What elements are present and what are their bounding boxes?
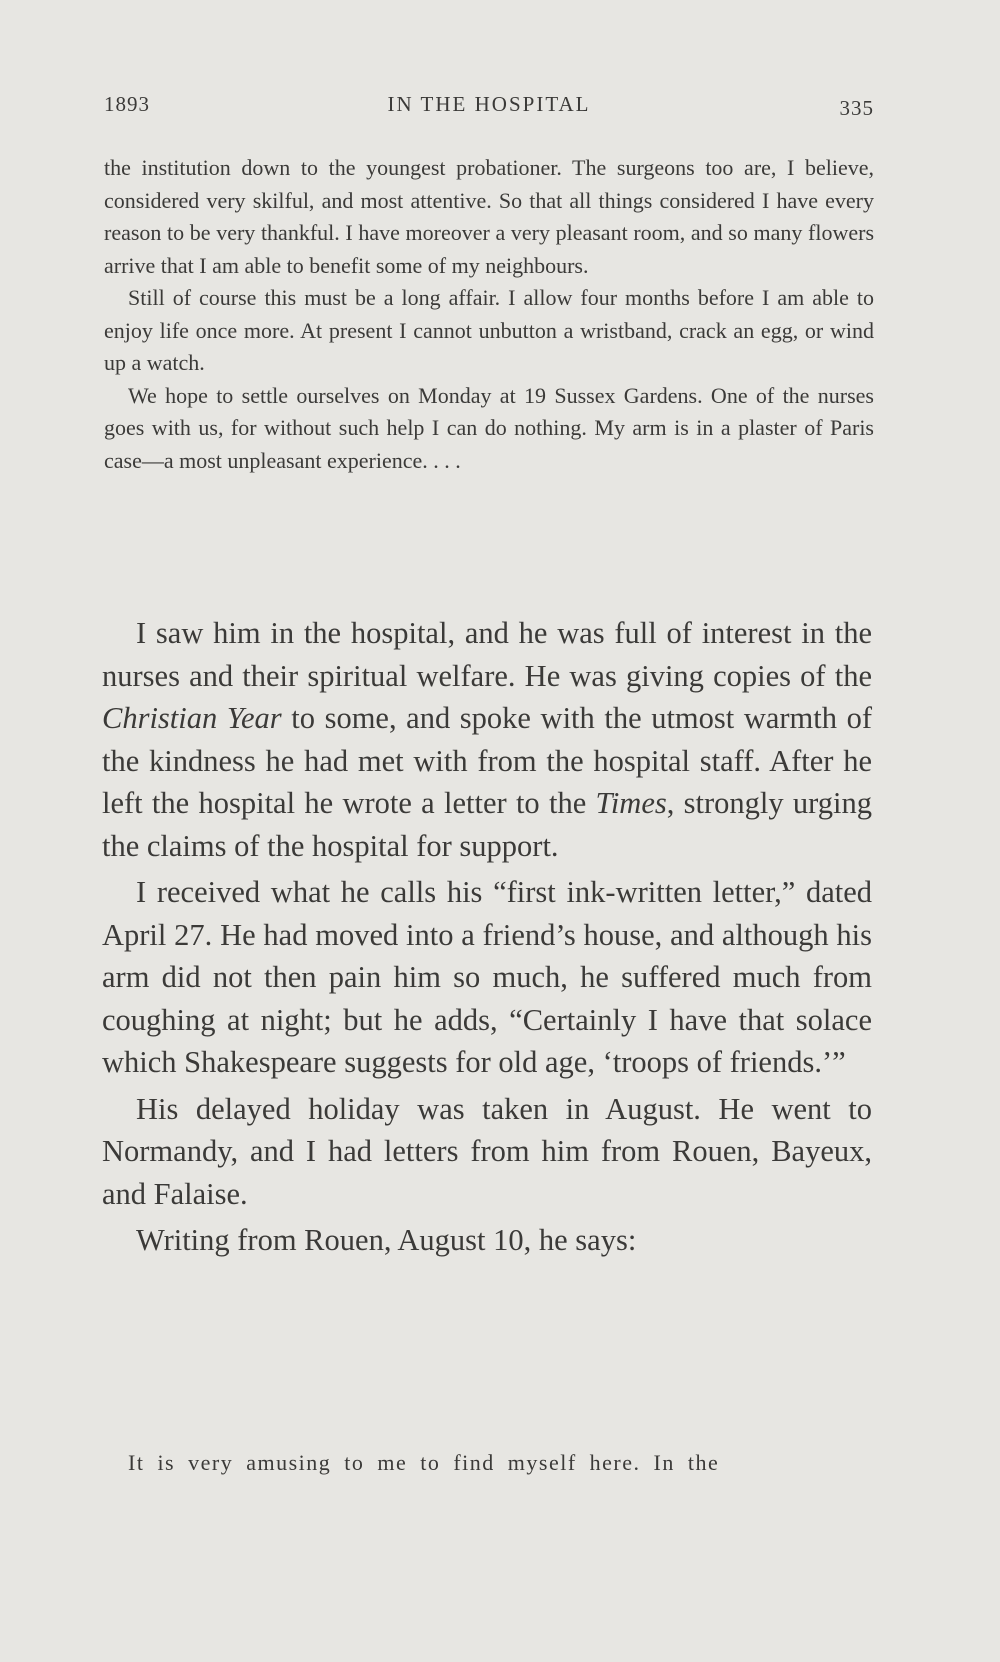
running-head xyxy=(104,92,874,122)
narrative-paragraph: I received what he calls his “first ink-written letter,” dated April 27. He had moved into a friend’s house, and although his arm did not then pain him so much, he suffered much from coughing at night; but he adds, “Certainly I have that solace which Shakespeare suggests for old age, ‘troops of friends.’” xyxy=(102,875,872,1079)
narrative-text xyxy=(102,612,872,1266)
book-title-christian-year: Christian Year xyxy=(102,701,282,735)
narrative-paragraph xyxy=(102,612,872,867)
narrative-text-run: , strongly urging the claims of the hospital for support. xyxy=(102,786,873,863)
narrative-paragraph: Writing from Rouen, August 10, he says: xyxy=(136,1223,637,1257)
letter-paragraph: Still of course this must be a long affair. I allow four months before I am able to enjoy life once more. At present I cannot unbutton a wristband, crack an egg, or wind up a watch. xyxy=(104,285,874,375)
narrative-text-run: I saw him in the hospital, and he was full of interest in the nurses and their spiritual welfare. He was giving copies of the xyxy=(102,616,872,693)
narrative-text-run: to some, and spoke with the utmost warmth of the kindness he had met with from the hospital staff. After he left the hospital he wrote a letter to the xyxy=(102,701,872,820)
letter-excerpt-continued: It is very amusing to me to find myself here. In the xyxy=(128,1450,720,1475)
letter-paragraph: We hope to settle ourselves on Monday at 19 Sussex Gardens. One of the nurses goes with us, for without such help I can do nothing. My arm is in a plaster of Paris case—a most unpleasant experience. . . . xyxy=(104,382,874,473)
letter-paragraph: the institution down to the youngest probationer. The surgeons too are, I believe, considered very skilful, and most attentive. So that all things considered I have every reason to be very thankful. I have moreover a very pleasant room, and so many flowers arrive that I am able to benefit some of my neighbours. xyxy=(104,155,874,278)
header-year: 1893 xyxy=(104,92,150,116)
newspaper-title-times: Times xyxy=(595,786,667,820)
narrative-paragraph: His delayed holiday was taken in August. He went to Normandy, and I had letters from him from Rouen, Bayeux, and Falaise. xyxy=(102,1091,872,1211)
header-title: IN THE HOSPITAL xyxy=(387,92,591,116)
letter-excerpt xyxy=(104,152,874,477)
page-number: 335 xyxy=(839,96,874,120)
